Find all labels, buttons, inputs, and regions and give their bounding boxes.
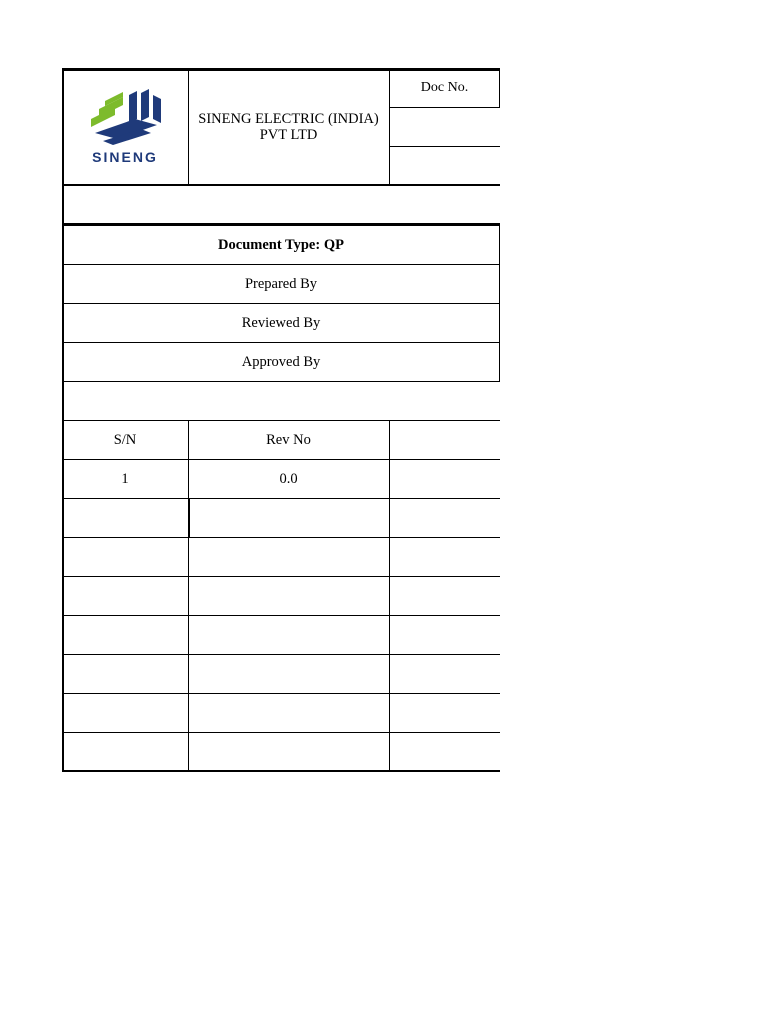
- row-col3: [389, 694, 500, 733]
- table-row: [62, 538, 500, 577]
- doc-no-extra-cell: [389, 146, 500, 186]
- row-sn: [62, 616, 188, 655]
- table-row: [62, 499, 500, 538]
- logo-cell: [62, 68, 188, 186]
- row-rev-no: [188, 655, 389, 694]
- table-row: [62, 616, 500, 655]
- blank-band: [62, 186, 500, 226]
- header-sn: S/N: [113, 432, 137, 448]
- revision-table-header: [62, 421, 500, 460]
- row-col3: [389, 577, 500, 616]
- doc-no-value-cell: [389, 107, 500, 146]
- approved-by-row: [62, 343, 500, 382]
- logo-wordmark: SINENG: [92, 149, 158, 165]
- row-sn: 1: [121, 471, 129, 487]
- header-block: [62, 68, 500, 186]
- doc-no-label-cell: [389, 68, 500, 107]
- document-type: Document Type: QP: [218, 237, 344, 253]
- row-sn: [62, 538, 188, 577]
- header-rev-no: Rev No: [266, 432, 311, 448]
- company-name-cell: [188, 68, 389, 186]
- row-rev-no: [188, 499, 389, 538]
- row-rev-no: [188, 694, 389, 733]
- table-row: [62, 577, 500, 616]
- row-col3: [389, 499, 500, 538]
- document-type-row: [62, 226, 500, 265]
- row-col3: [389, 733, 500, 772]
- table-row: [62, 655, 500, 694]
- document-sheet: [62, 68, 500, 772]
- table-row: [62, 460, 500, 499]
- row-rev-no: [188, 733, 389, 772]
- row-col3: [389, 655, 500, 694]
- row-sn: [62, 499, 188, 538]
- row-sn: [62, 655, 188, 694]
- reviewed-by-row: [62, 304, 500, 343]
- blank-band-2: [62, 382, 500, 421]
- sineng-logo-icon: [85, 89, 165, 147]
- revision-table: [62, 421, 500, 772]
- row-sn: [62, 733, 188, 772]
- row-col3: [389, 538, 500, 577]
- approved-by-label: Approved By: [241, 354, 321, 370]
- table-row: [62, 733, 500, 772]
- reviewed-by-label: Reviewed By: [241, 315, 321, 331]
- row-rev-no: 0.0: [279, 471, 298, 487]
- header-col3: [389, 421, 500, 460]
- row-col3: [389, 616, 500, 655]
- row-rev-no: [188, 577, 389, 616]
- row-sn: [62, 694, 188, 733]
- company-name: SINENG ELECTRIC (INDIA) PVT LTD: [198, 111, 379, 143]
- row-rev-no: [188, 616, 389, 655]
- prepared-by-row: [62, 265, 500, 304]
- row-col3: [389, 460, 500, 499]
- doc-no-label: Doc No.: [420, 79, 469, 95]
- row-rev-no: [188, 538, 389, 577]
- row-sn: [62, 577, 188, 616]
- prepared-by-label: Prepared By: [244, 276, 318, 292]
- table-row: [62, 694, 500, 733]
